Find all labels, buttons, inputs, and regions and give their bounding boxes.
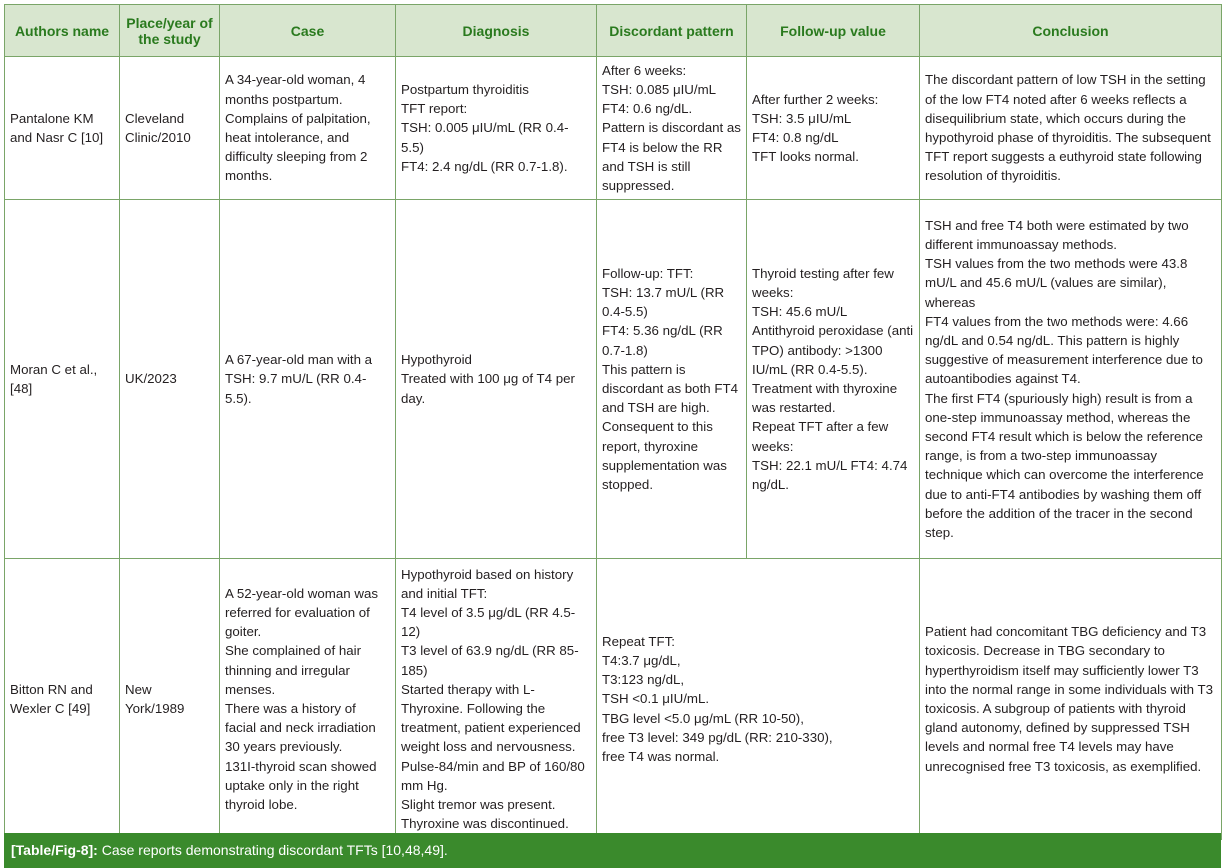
conclusion-cell — [920, 57, 1222, 200]
caption-label: [Table/Fig-8]: — [11, 842, 98, 858]
cell-line: The first FT4 (spuriously high) result is from a one-step immunoassay method, whereas the second FT4 result which is below the reference range, is from a two-step immunoassay technique which can overcome the interference due to anti-FT4 antibodies by washing them off before the addition of the tracer in the second step. — [925, 390, 1204, 541]
pattern-cell — [597, 57, 747, 200]
table-row — [5, 559, 1222, 840]
cell-line: A 34-year-old woman, 4 months postpartum. Complains of palpitation, heat intolerance, and difficulty sleeping from 2 months. — [225, 72, 371, 184]
cell-line: Pattern is discordant as FT4 is below the RR and TSH is still suppressed. — [602, 120, 741, 193]
cell-line: TSH values from the two methods were 43.8 mU/L and 45.6 mU/L (values are similar), whereas — [925, 256, 1188, 310]
pattern-cell — [597, 200, 747, 559]
cell-line: FT4: 2.4 ng/dL (RR 0.7-1.8). — [401, 158, 568, 174]
cell-line: Patient had concomitant TBG deficiency and T3 toxicosis. Decrease in TBG secondary to hyperthyroidism itself may sufficiently lower T3 into the normal range in some individuals with T3 toxicosis. A subgroup of patients with thyroid gland autonomy, defined by suppressed TSH levels and normal free T4 levels may have unrecognised free T3 toxicosis, as exemplified. — [925, 624, 1214, 774]
cell-line: Repeat TFT after a few weeks: — [752, 419, 889, 454]
cell-line: TSH: 22.1 mU/L FT4: 4.74 ng/dL. — [752, 457, 908, 493]
conclusion-cell — [920, 200, 1222, 559]
cell-line: free T3 level: 349 pg/dL (RR: 210-330), — [602, 729, 833, 745]
cell-line: Treatment with thyroxine was restarted. — [752, 381, 898, 416]
cell-line: After further 2 weeks: — [752, 91, 879, 107]
place-cell: UK/2023 — [120, 200, 220, 559]
author-cell: Moran C et al., [48] — [5, 200, 120, 559]
header-case: Case — [220, 5, 396, 57]
case-cell — [220, 57, 396, 200]
caption-text: Case reports demonstrating discordant TFTs [10,48,49]. — [97, 842, 448, 858]
cell-line: Started therapy with L-Thyroxine. Following the treatment, patient experienced weight loss and nervousness. Pulse-84/min and BP of 160/80 mm Hg. — [401, 681, 585, 793]
followup-cell — [747, 57, 920, 200]
place-cell: Cleveland Clinic/2010 — [120, 57, 220, 200]
cell-line: A 67-year-old man with a TSH: 9.7 mU/L (RR 0.4-5.5). — [225, 352, 373, 406]
header-discordant-pattern: Discordant pattern — [597, 5, 747, 57]
cell-line: TSH <0.1 μIU/mL. — [602, 691, 710, 707]
cell-line: Thyroid testing after few weeks: — [752, 265, 894, 300]
case-cell — [220, 559, 396, 840]
header-conclusion: Conclusion — [920, 5, 1222, 57]
cell-line: Antithyroid peroxidase (anti TPO) antibody: >1300 IU/mL (RR 0.4-5.5). — [752, 323, 914, 377]
cell-line: There was a history of facial and neck irradiation 30 years previously. — [225, 701, 376, 755]
cell-line: Consequent to this report, thyroxine supplementation was stopped. — [602, 419, 727, 493]
cell-line: Thyroxine was discontinued. — [401, 816, 569, 832]
cell-line: FT4: 0.6 ng/dL. — [602, 101, 693, 117]
case-report-table — [4, 4, 1222, 840]
cell-line: Hypothyroid based on history and initial TFT: — [401, 566, 574, 601]
figure-caption — [4, 833, 1221, 868]
author-cell: Pantalone KM and Nasr C [10] — [5, 57, 120, 200]
cell-line: FT4: 5.36 ng/dL (RR 0.7-1.8) — [602, 323, 723, 358]
header-authors: Authors name — [5, 5, 120, 57]
cell-line: TSH: 13.7 mU/L (RR 0.4-5.5) — [602, 284, 725, 320]
diagnosis-cell — [396, 57, 597, 200]
conclusion-cell — [920, 559, 1222, 840]
cell-line: TSH and free T4 both were estimated by two different immunoassay methods. — [925, 217, 1189, 252]
cell-line: FT4: 0.8 ng/dL — [752, 130, 839, 145]
followup-cell — [747, 200, 920, 559]
cell-line: T3 level of 63.9 ng/dL (RR 85-185) — [401, 643, 579, 678]
cell-line: Slight tremor was present. — [401, 797, 556, 813]
case-report-table-figure — [4, 4, 1221, 858]
cell-line: T3:123 ng/dL, — [602, 672, 685, 688]
cell-line: T4:3.7 μg/dL, — [602, 652, 681, 668]
cell-line: 131I-thyroid scan showed uptake only in the right thyroid lobe. — [225, 758, 377, 813]
cell-line: FT4 values from the two methods were: 4.66 ng/dL and 0.54 ng/dL. This pattern is highly suggestive of measurement interference due to autoantibodies against T4. — [925, 313, 1203, 387]
pattern-cell — [597, 559, 920, 840]
cell-line: TSH: 3.5 μIU/mL — [752, 110, 852, 126]
cell-line: A 52-year-old woman was referred for evaluation of goiter. — [225, 585, 378, 640]
place-cell: New York/1989 — [120, 559, 220, 840]
cell-line: free T4 was normal. — [602, 749, 720, 764]
cell-line: TBG level <5.0 μg/mL (RR 10-50), — [602, 710, 804, 726]
cell-line: TSH: 45.6 mU/L — [752, 304, 848, 320]
cell-line: Treated with 100 μg of T4 per day. — [401, 371, 575, 406]
header-diagnosis: Diagnosis — [396, 5, 597, 57]
cell-line: She complained of hair thinning and irregular menses. — [225, 643, 362, 697]
cell-line: Follow-up: TFT: — [602, 265, 694, 281]
diagnosis-cell — [396, 559, 597, 840]
table-header-row — [5, 5, 1222, 57]
author-cell: Bitton RN and Wexler C [49] — [5, 559, 120, 840]
cell-line: Hypothyroid — [401, 352, 472, 368]
cell-line: T4 level of 3.5 μg/dL (RR 4.5-12) — [401, 604, 576, 640]
cell-line: TFT report: — [401, 101, 468, 117]
cell-line: TFT looks normal. — [752, 149, 859, 165]
diagnosis-cell — [396, 200, 597, 559]
cell-line: This pattern is discordant as both FT4 and TSH are high. — [602, 361, 738, 416]
table-row — [5, 57, 1222, 200]
table-row — [5, 200, 1222, 559]
cell-line: The discordant pattern of low TSH in the setting of the low FT4 noted after 6 weeks reflects a disequilibrium state, which occurs during the hypothyroid phase of thyroiditis. The subsequent TFT report suggests a euthyroid state following resolution of thyroiditis. — [925, 72, 1211, 184]
cell-line: TSH: 0.005 μIU/mL (RR 0.4-5.5) — [401, 120, 569, 155]
case-cell — [220, 200, 396, 559]
header-place-year: Place/year of the study — [120, 5, 220, 57]
header-follow-up: Follow-up value — [747, 5, 920, 57]
cell-line: TSH: 0.085 μIU/mL — [602, 81, 717, 97]
cell-line: Postpartum thyroiditis — [401, 81, 529, 97]
cell-line: Repeat TFT: — [602, 633, 675, 649]
cell-line: After 6 weeks: — [602, 62, 687, 78]
